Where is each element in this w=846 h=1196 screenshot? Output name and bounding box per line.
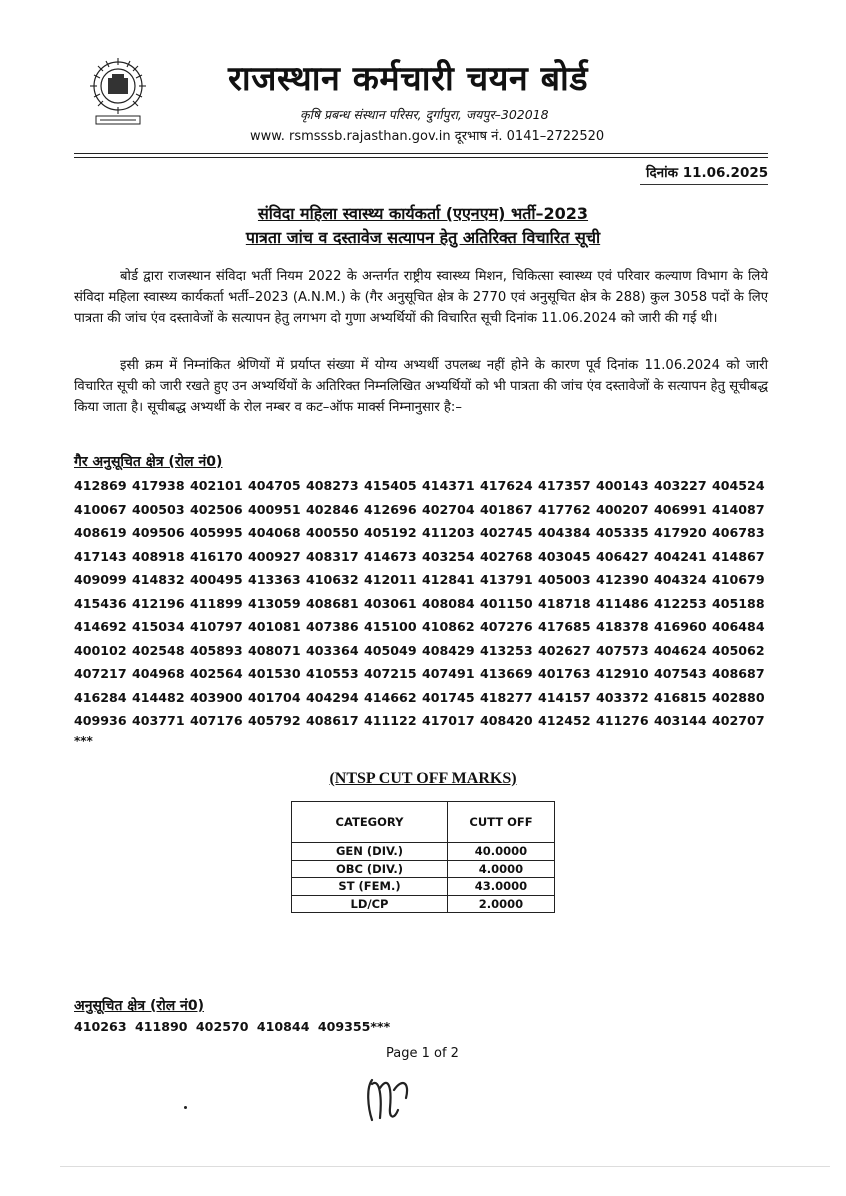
table-row — [74, 568, 774, 592]
table-row — [74, 521, 774, 545]
roll-number: 403227 — [654, 478, 707, 494]
cutoff-category: LD/CP — [292, 895, 448, 913]
roll-number: 400207 — [596, 501, 649, 517]
roll-number: 403900 — [190, 689, 243, 705]
body-paragraph-1: बोर्ड द्वारा राजस्थान संविदा भर्ती नियम 2022 के अन्तर्गत राष्ट्रीय स्वास्थ्य मिशन, चिकित्सा स्वास्थ्य एवं परिवार कल्याण विभाग के लिये संविदा महिला स्वास्थ्य कार्यकर्ता भर्ती–2023 (A.N.M.) के (गैर अनुसूचित क्षेत्र के 2770 एवं अनुसूचित क्षेत्र के 288) कुल 3058 पदों के लिए पात्रता की जांच एंव दस्तावेजों के सत्यापन हेतु लगभग दो गुणा अभ्यर्थियों की विचारित सूची दिनांक 11.06.2024 को जारी की गई थी। — [74, 269, 768, 326]
roll-number: 412196 — [132, 595, 185, 611]
roll-number: 418277 — [480, 689, 533, 705]
cutoff-heading: (NTSP CUT OFF MARKS) — [329, 770, 517, 787]
roll-number: 408681 — [306, 595, 359, 611]
roll-number: 404241 — [654, 548, 707, 564]
roll-number: 400503 — [132, 501, 185, 517]
roll-number: 404705 — [248, 478, 301, 494]
roll-number: 402564 — [190, 666, 243, 682]
roll-number: 401763 — [538, 666, 591, 682]
body-paragraph-2: इसी क्रम में निम्नांकित श्रेणियों में प्रर्याप्त संख्या में योग्य अभ्यर्थी उपलब्ध नहीं होने के कारण पूर्व दिनांक 11.06.2024 को जारी विचारित सूची को जारी रखते हुए उन अभ्यर्थियों के अतिरिक्त निम्नलिखित अभ्यर्थियों को भी पात्रता की जांच एंव दस्तावेजों के सत्यापन हेतु सूचीबद्ध किया जाता है। सूचीबद्ध अभ्यर्थी के रोल नम्बर व कट–ऑफ मार्क्स निम्नानुसार है:– — [74, 358, 768, 415]
roll-number: 408619 — [74, 525, 127, 541]
roll-number: 416284 — [74, 689, 127, 705]
col-cutoff: CUTT OFF — [448, 802, 555, 843]
roll-list-end-mark: *** — [74, 734, 93, 748]
roll-number: 400102 — [74, 642, 127, 658]
roll-number: 407217 — [74, 666, 127, 682]
roll-number: 412910 — [596, 666, 649, 682]
table-row — [292, 860, 555, 878]
roll-number: 402745 — [480, 525, 533, 541]
table-row — [74, 662, 774, 686]
roll-number: 408687 — [712, 666, 765, 682]
roll-number: 405049 — [364, 642, 417, 658]
roll-number: 411276 — [596, 713, 649, 729]
roll-number: 407176 — [190, 713, 243, 729]
roll-number: 403061 — [364, 595, 417, 611]
roll-number: 414157 — [538, 689, 591, 705]
roll-number: 407215 — [364, 666, 417, 682]
roll-number: 417938 — [132, 478, 185, 494]
scheduled-roll-list: 410263 411890 402570 410844 409355*** — [74, 1019, 391, 1034]
roll-number: 417685 — [538, 619, 591, 635]
roll-number: 404294 — [306, 689, 359, 705]
roll-number: 400143 — [596, 478, 649, 494]
roll-number: 408084 — [422, 595, 475, 611]
roll-number: 401745 — [422, 689, 475, 705]
roll-number: 406427 — [596, 548, 649, 564]
cutoff-value: 2.0000 — [448, 895, 555, 913]
roll-number: 417762 — [538, 501, 591, 517]
roll-number: 411203 — [422, 525, 475, 541]
roll-number: 414832 — [132, 572, 185, 588]
roll-number: 408071 — [248, 642, 301, 658]
roll-number: 414867 — [712, 548, 765, 564]
notice-subtitle: पात्रता जांच व दस्तावेज सत्यापन हेतु अतिरिक्त विचारित सूची — [245, 228, 601, 247]
roll-number: 402548 — [132, 642, 185, 658]
roll-number: 405062 — [712, 642, 765, 658]
header-divider-thin — [74, 157, 768, 158]
roll-number: 416170 — [190, 548, 243, 564]
roll-number: 412841 — [422, 572, 475, 588]
roll-number: 415436 — [74, 595, 127, 611]
scheduled-heading: अनुसूचित क्षेत्र (रोल नं0) — [74, 998, 204, 1014]
roll-number: 406783 — [712, 525, 765, 541]
roll-number: 404624 — [654, 642, 707, 658]
cutoff-value: 43.0000 — [448, 878, 555, 896]
roll-number: 402627 — [538, 642, 591, 658]
roll-number: 408273 — [306, 478, 359, 494]
page-number: Page 1 of 2 — [386, 1046, 459, 1061]
roll-number: 407386 — [306, 619, 359, 635]
table-row — [74, 545, 774, 569]
cutoff-table-header — [292, 802, 555, 843]
roll-number: 418378 — [596, 619, 649, 635]
roll-number: 408420 — [480, 713, 533, 729]
roll-number: 418718 — [538, 595, 591, 611]
cutoff-category: GEN (DIV.) — [292, 843, 448, 861]
roll-number: 410553 — [306, 666, 359, 682]
roll-number: 400951 — [248, 501, 301, 517]
roll-number: 403254 — [422, 548, 475, 564]
roll-number: 414482 — [132, 689, 185, 705]
org-name: राजस्थान कर्मचारी चयन बोर्ड — [228, 59, 589, 99]
org-address: कृषि प्रबन्ध संस्थान परिसर, दुर्गापुरा, जयपुर–302018 — [300, 107, 549, 122]
roll-number: 417017 — [422, 713, 475, 729]
roll-number: 410067 — [74, 501, 127, 517]
roll-number: 405792 — [248, 713, 301, 729]
table-row — [74, 639, 774, 663]
roll-number: 414662 — [364, 689, 417, 705]
cutoff-table — [291, 801, 555, 913]
roll-number: 403045 — [538, 548, 591, 564]
roll-number: 403372 — [596, 689, 649, 705]
roll-number: 412011 — [364, 572, 417, 588]
roll-number: 408617 — [306, 713, 359, 729]
roll-number: 407491 — [422, 666, 475, 682]
header-divider — [74, 153, 768, 154]
roll-number: 402707 — [712, 713, 765, 729]
roll-number: 416960 — [654, 619, 707, 635]
roll-number: 408317 — [306, 548, 359, 564]
roll-number: 401530 — [248, 666, 301, 682]
notice-title: संविदा महिला स्वास्थ्य कार्यकर्ता (एएनएम) भर्ती–2023 — [257, 204, 589, 223]
roll-number: 405003 — [538, 572, 591, 588]
table-row — [74, 686, 774, 710]
cutoff-category: OBC (DIV.) — [292, 860, 448, 878]
roll-number: 416815 — [654, 689, 707, 705]
roll-number: 401081 — [248, 619, 301, 635]
non-scheduled-heading: गैर अनुसूचित क्षेत्र (रोल नं0) — [74, 454, 223, 470]
roll-number: 409506 — [132, 525, 185, 541]
roll-number: 401867 — [480, 501, 533, 517]
roll-number: 411899 — [190, 595, 243, 611]
table-row — [292, 895, 555, 913]
roll-number: 413059 — [248, 595, 301, 611]
roll-number: 400927 — [248, 548, 301, 564]
roll-number: 408429 — [422, 642, 475, 658]
roll-number: 405192 — [364, 525, 417, 541]
roll-number: 405188 — [712, 595, 765, 611]
roll-number: 417143 — [74, 548, 127, 564]
non-scheduled-roll-grid — [74, 474, 774, 733]
roll-number: 409099 — [74, 572, 127, 588]
table-row — [74, 498, 774, 522]
roll-number: 412696 — [364, 501, 417, 517]
roll-number: 402846 — [306, 501, 359, 517]
roll-number: 405335 — [596, 525, 649, 541]
roll-number: 413791 — [480, 572, 533, 588]
roll-number: 413253 — [480, 642, 533, 658]
roll-number: 417357 — [538, 478, 591, 494]
roll-number: 412452 — [538, 713, 591, 729]
signature — [358, 1068, 428, 1128]
roll-number: 414673 — [364, 548, 417, 564]
col-category: CATEGORY — [292, 802, 448, 843]
notice-date: दिनांक 11.06.2025 — [646, 165, 769, 181]
table-row — [292, 878, 555, 896]
roll-number: 412253 — [654, 595, 707, 611]
roll-number: 400495 — [190, 572, 243, 588]
roll-number: 414371 — [422, 478, 475, 494]
roll-number: 410797 — [190, 619, 243, 635]
roll-number: 412390 — [596, 572, 649, 588]
roll-number: 401704 — [248, 689, 301, 705]
roll-number: 407276 — [480, 619, 533, 635]
roll-number: 403144 — [654, 713, 707, 729]
roll-number: 401150 — [480, 595, 533, 611]
cutoff-value: 40.0000 — [448, 843, 555, 861]
roll-number: 402506 — [190, 501, 243, 517]
scan-speck — [184, 1106, 187, 1109]
roll-number: 413669 — [480, 666, 533, 682]
roll-number: 402704 — [422, 501, 475, 517]
rajasthan-emblem-logo — [86, 56, 150, 128]
table-row — [74, 615, 774, 639]
roll-number: 406484 — [712, 619, 765, 635]
roll-number: 404324 — [654, 572, 707, 588]
roll-number: 402101 — [190, 478, 243, 494]
roll-number: 400550 — [306, 525, 359, 541]
cutoff-category: ST (FEM.) — [292, 878, 448, 896]
table-row — [74, 592, 774, 616]
date-underline — [640, 184, 768, 185]
roll-number: 405995 — [190, 525, 243, 541]
table-row — [292, 843, 555, 861]
roll-number: 411122 — [364, 713, 417, 729]
roll-number: 407543 — [654, 666, 707, 682]
roll-number: 404524 — [712, 478, 765, 494]
roll-number: 414087 — [712, 501, 765, 517]
roll-number: 409936 — [74, 713, 127, 729]
roll-number: 408918 — [132, 548, 185, 564]
roll-number: 403771 — [132, 713, 185, 729]
table-row — [74, 709, 774, 733]
roll-number: 417624 — [480, 478, 533, 494]
roll-number: 402768 — [480, 548, 533, 564]
cutoff-value: 4.0000 — [448, 860, 555, 878]
roll-number: 411486 — [596, 595, 649, 611]
roll-number: 415405 — [364, 478, 417, 494]
roll-number: 404068 — [248, 525, 301, 541]
roll-number: 410632 — [306, 572, 359, 588]
roll-number: 404384 — [538, 525, 591, 541]
roll-number: 404968 — [132, 666, 185, 682]
roll-number: 405893 — [190, 642, 243, 658]
roll-number: 415100 — [364, 619, 417, 635]
roll-number: 417920 — [654, 525, 707, 541]
roll-number: 410862 — [422, 619, 475, 635]
roll-number: 402880 — [712, 689, 765, 705]
roll-number: 406991 — [654, 501, 707, 517]
roll-number: 414692 — [74, 619, 127, 635]
roll-number: 412869 — [74, 478, 127, 494]
org-website-phone: www. rsmsssb.rajasthan.gov.in दूरभाष नं. 0141–2722520 — [250, 129, 605, 144]
roll-number: 415034 — [132, 619, 185, 635]
roll-number: 407573 — [596, 642, 649, 658]
page-bottom-edge — [60, 1166, 830, 1167]
roll-number: 410679 — [712, 572, 765, 588]
roll-number: 403364 — [306, 642, 359, 658]
roll-number: 413363 — [248, 572, 301, 588]
table-row — [74, 474, 774, 498]
